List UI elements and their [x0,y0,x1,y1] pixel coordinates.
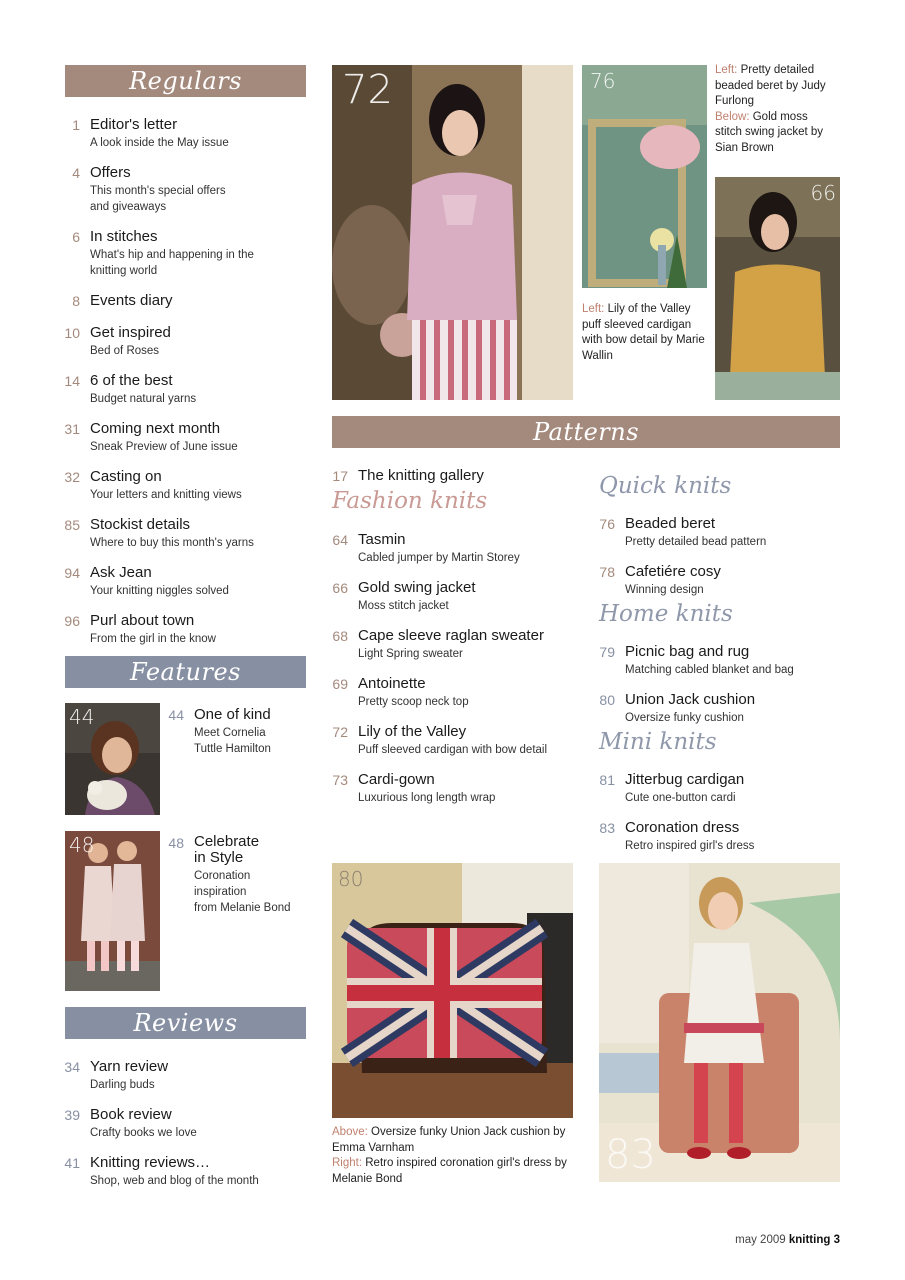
quick-subtitle: Winning design [625,584,704,596]
feature-page-number: 44 [168,707,184,723]
regulars-page-number: 6 [72,229,80,245]
regulars-page-number: 4 [72,165,80,181]
regulars-page-number: 96 [64,613,80,629]
caption-lead: Above: [332,1126,368,1138]
home-subtitle: Oversize funky cushion [625,712,744,724]
fashion-title: Antoinette [358,675,426,692]
photo-page-number: 80 [338,867,364,891]
feature-subtitle: Coronation inspiration from Melanie Bond [194,870,291,914]
fashion-title: Cardi-gown [358,771,435,788]
quick-subtitle: Pretty detailed bead pattern [625,536,767,548]
fashion-subtitle: Puff sleeved cardigan with bow detail [358,744,548,756]
home-title: Picnic bag and rug [625,643,750,660]
regulars-subtitle: Sneak Preview of June issue [90,441,238,453]
photo-coronation-dress[interactable] [599,863,840,1182]
regulars-page-number: 32 [64,469,80,485]
photo-page-number: 44 [69,705,95,729]
quick-knits-heading: Quick knits [599,473,732,499]
fashion-title: Gold swing jacket [358,579,476,596]
fashion-page-number: 66 [332,580,348,596]
regulars-title: 6 of the best [90,372,173,389]
caption-lead: Below: [715,110,750,123]
caption-text: Oversize funky Union Jack cushion by Emma Varnham [332,1126,566,1154]
fashion-knits-heading: Fashion knits [332,488,488,514]
regulars-page-number: 8 [72,293,80,309]
footer-magazine: knitting [788,1234,831,1246]
caption-lead: Left: [582,303,605,315]
reviews-title: Book review [90,1106,172,1123]
regulars-page-number: 10 [64,325,80,341]
photo-union-jack-cushion[interactable] [332,863,573,1118]
reviews-title: Knitting reviews… [90,1154,211,1171]
fashion-subtitle: Moss stitch jacket [358,600,449,612]
home-knits-heading: Home knits [599,601,733,627]
fashion-page-number: 64 [332,532,348,548]
quick-page-number: 78 [599,564,615,580]
cardigan-model-illustration [332,65,573,400]
home-page-number: 80 [599,692,615,708]
feature-subtitle: Meet Cornelia Tuttle Hamilton [194,727,271,755]
regulars-title: Editor's letter [90,116,178,133]
caption-text: Lily of the Valley puff sleeved cardigan with bow detail by Marie Wallin [582,303,705,362]
caption-text: Pretty detailed beaded beret by Judy Furlong [715,64,826,107]
reviews-subtitle: Darling buds [90,1079,155,1091]
regulars-header-label: Regulars [129,67,242,95]
photo-page-number: 72 [342,67,393,113]
quick-page-number: 76 [599,516,615,532]
reviews-title: Yarn review [90,1058,169,1075]
regulars-subtitle: Budget natural yarns [90,393,197,405]
photo-page-number: 48 [69,833,95,857]
regulars-title: Events diary [90,292,173,309]
regulars-title: Offers [90,164,131,181]
caption-beret-jacket [715,63,835,156]
regulars-subtitle: From the girl in the know [90,633,216,645]
patterns-header-label: Patterns [532,418,640,446]
mini-page-number: 81 [599,772,615,788]
fashion-page-number: 72 [332,724,348,740]
regulars-page-number: 31 [64,421,80,437]
feature-title: Celebrate in Style [194,833,260,866]
fashion-subtitle: Luxurious long length wrap [358,792,496,804]
regulars-subtitle: What's hip and happening in the knitting world [90,249,254,277]
reviews-subtitle: Crafty books we love [90,1127,197,1139]
caption-lead: Left: [715,64,738,76]
home-title: Union Jack cushion [625,691,756,708]
regulars-title: In stitches [90,228,158,245]
reviews-page-number: 39 [64,1107,80,1123]
fashion-title: Cape sleeve raglan sweater [358,627,544,644]
page-footer [735,1234,840,1246]
regulars-page-number: 1 [72,117,80,133]
photo-page-number: 66 [810,181,836,205]
reviews-header [65,1007,306,1039]
fashion-title: Tasmin [358,531,406,548]
fashion-page-number: 68 [332,628,348,644]
quick-title: Beaded beret [625,515,716,532]
regulars-page-number: 14 [64,373,80,389]
photo-page-number: 76 [590,69,616,93]
pattern-title: The knitting gallery [358,467,484,484]
photo-gold-swing-jacket[interactable] [715,177,840,400]
regulars-title: Coming next month [90,420,221,437]
mini-knits-heading: Mini knits [599,729,717,755]
caption-text: Gold moss stitch swing jacket by Sian Brown [715,110,824,154]
mini-subtitle: Retro inspired girl's dress [625,840,755,852]
fashion-subtitle: Cabled jumper by Martin Storey [358,552,520,564]
jacket-illustration [715,177,840,400]
photo-page-number: 83 [605,1132,656,1178]
regulars-title: Purl about town [90,612,195,629]
regulars-header [65,65,306,97]
home-page-number: 79 [599,644,615,660]
fashion-subtitle: Pretty scoop neck top [358,696,469,708]
fashion-title: Lily of the Valley [358,723,467,740]
regulars-title: Ask Jean [90,564,152,581]
regulars-page-number: 94 [64,565,80,581]
fashion-page-number: 69 [332,676,348,692]
caption-text: Retro inspired coronation girl's dress by Melanie Bond [332,1157,567,1185]
regulars-title: Get inspired [90,324,171,341]
pattern-page-number: 17 [332,468,348,484]
mini-title: Coronation dress [625,819,740,836]
reviews-subtitle: Shop, web and blog of the month [90,1175,259,1187]
feature-photo-cornelia[interactable] [65,703,160,815]
feature-title: One of kind [194,706,271,723]
home-subtitle: Matching cabled blanket and bag [625,664,794,676]
regulars-page-number: 85 [64,517,80,533]
footer-date: may 2009 [735,1234,786,1246]
mini-subtitle: Cute one-button cardi [625,792,736,804]
footer-page-number: 3 [833,1234,840,1246]
mini-page-number: 83 [599,820,615,836]
regulars-title: Stockist details [90,516,191,533]
regulars-subtitle: A look inside the May issue [90,137,229,149]
beret-illustration [582,65,707,288]
mini-title: Jitterbug cardigan [625,771,745,788]
feature-page-number: 48 [168,835,184,851]
fashion-subtitle: Light Spring sweater [358,648,463,660]
features-header-label: Features [130,658,241,686]
caption-cushion-dress [332,1125,573,1187]
quick-title: Cafetiére cosy [625,563,721,580]
reviews-page-number: 41 [64,1155,80,1171]
regulars-subtitle: Your letters and knitting views [90,489,242,501]
regulars-subtitle: Where to buy this month's yarns [90,537,254,549]
photo-lily-of-the-valley[interactable] [332,65,573,400]
regulars-subtitle: Bed of Roses [90,345,160,357]
caption-lead: Right: [332,1157,363,1169]
fashion-page-number: 73 [332,772,348,788]
regulars-title: Casting on [90,468,162,485]
cushion-illustration [332,863,573,1118]
reviews-page-number: 34 [64,1059,80,1075]
photo-beaded-beret[interactable] [582,65,707,288]
reviews-header-label: Reviews [133,1009,238,1037]
regulars-subtitle: This month's special offers and giveaways [90,185,226,213]
features-header [65,656,306,688]
caption-lily [582,302,708,364]
patterns-header [332,416,840,448]
regulars-subtitle: Your knitting niggles solved [90,585,229,597]
feature-photo-coronation[interactable] [65,831,160,991]
